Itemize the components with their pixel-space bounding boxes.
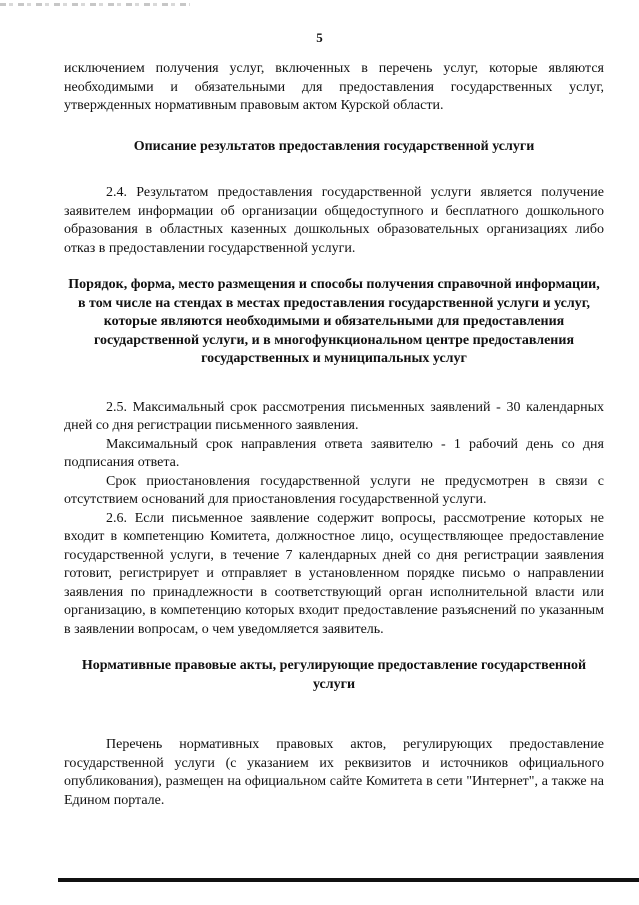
heading-procedure: Порядок, форма, место размещения и способы получения справочной информации, в том числе на стендах в местах предоставления государственной услуги и услуг, которые являются необходимыми и обязательными для предоставления государственной услуги, и в многофункциональном центре предоставления государственных и муниципальных услуг [68,277,600,366]
heading-legal-acts: Нормативные правовые акты, регулирующие предоставление государственной услуги [81,658,587,692]
scan-noise [0,3,190,6]
bottom-rule [58,878,639,882]
page-number: 5 [316,30,323,45]
document-content [64,60,604,810]
paragraph-2-6: 2.6. Если письменное заявление содержит вопросы, рассмотрение которых не входит в компетенцию Комитета, должностное лицо, осуществляющее предоставление государственной услуги, в течение 7 календарных дней со дня регистрации заявления готовит, регистрирует и отправляет в установленном порядке письмо о направлении заявления по принадлежности в соответствующий орган исполнительной власти или организацию, в компетенцию которых входит предоставление разъяснений по указанным в заявлении вопросам, о чем уведомляется заявитель. [64,510,604,637]
paragraph-2-5-b: Максимальный срок направления ответа заявителю - 1 рабочий день со дня подписания ответа. [64,436,604,470]
heading-results: Описание результатов предоставления государственной услуги [133,138,535,154]
paragraph-2-5-c: Срок приостановления государственной услуги не предусмотрен в связи с отсутствием оснований для приостановления государственной услуги. [64,473,604,507]
intro-paragraph: исключением получения услуг, включенных в перечень услуг, которые являются необходимыми и обязательными для предоставления государственных услуг, утвержденных нормативным правовым актом Курской области. [64,61,604,113]
paragraph-2-4: 2.4. Результатом предоставления государственной услуги является получение заявителем информации об организации общедоступного и бесплатного дошкольного образования в областных казенных дошкольных образовательных организациях либо отказ в предоставлении государственной услуги. [64,185,604,256]
paragraph-legal-acts: Перечень нормативных правовых актов, регулирующих предоставление государственной услуги (с указанием их реквизитов и источников официального опубликования), размещен на официальном сайте Комитета в сети "Интернет", а также на Едином портале. [64,737,604,808]
paragraph-2-5-a: 2.5. Максимальный срок рассмотрения письменных заявлений - 30 календарных дней со дня регистрации письменного заявления. [64,399,604,433]
